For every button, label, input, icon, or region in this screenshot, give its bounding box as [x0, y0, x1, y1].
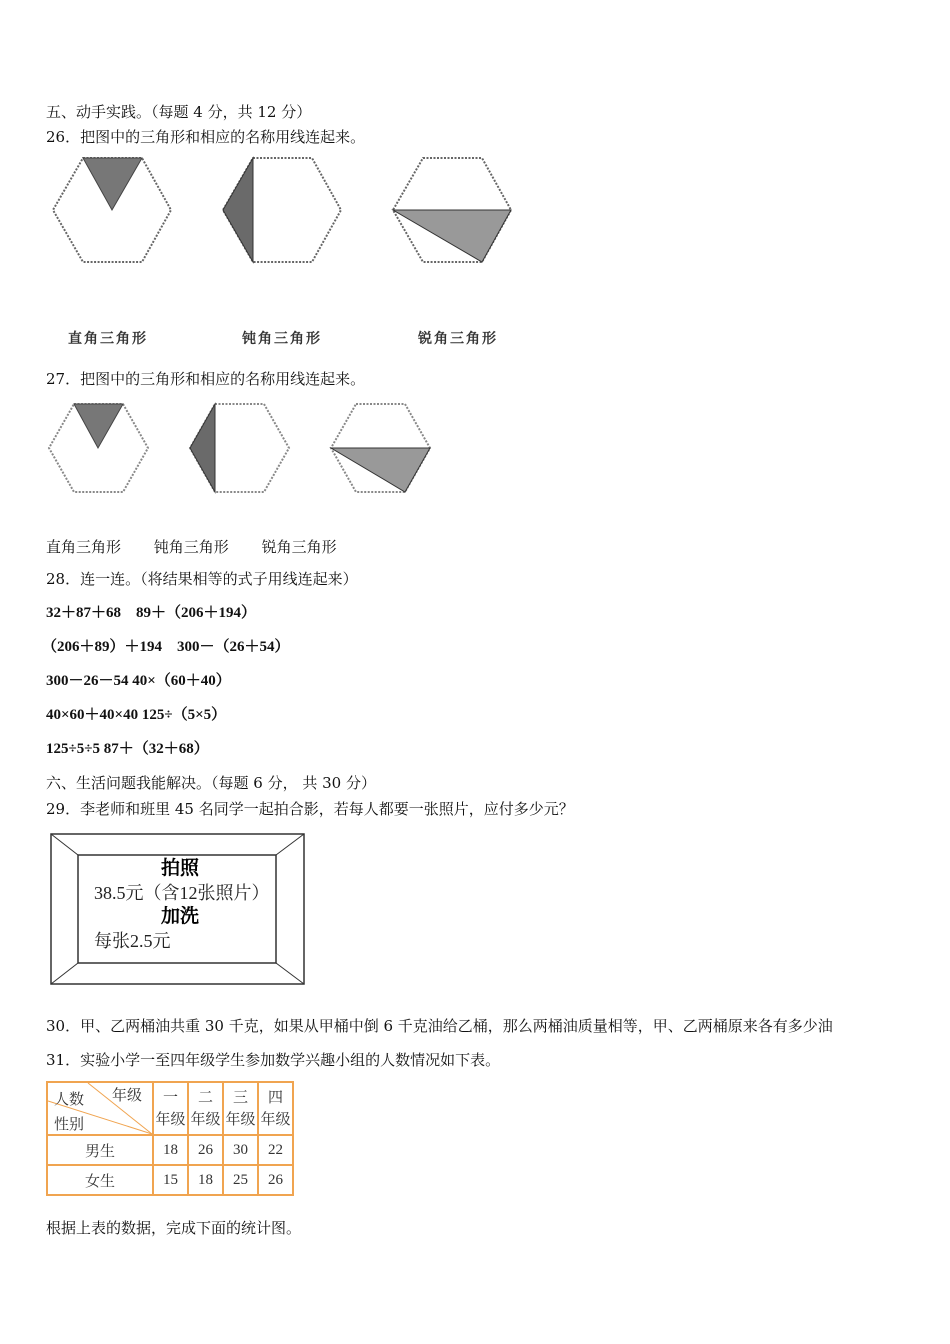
expression-row-1: 32＋87＋68 89＋（206＋194）: [46, 605, 257, 621]
question-31-text: 31．实验小学一至四年级学生参加数学兴趣小组的人数情况如下表。: [46, 1051, 501, 1069]
cell-boys-grade-2: 26: [188, 1135, 223, 1165]
expression-row-2: （206＋89）＋194 300－（26＋54）: [42, 639, 290, 655]
corner-grade-label: 年级: [112, 1088, 143, 1104]
table-row-boys: [47, 1135, 293, 1165]
question-29-text: 29．李老师和班里 45 名同学一起拍合影，若每人都要一张照片，应付多少元？: [46, 800, 574, 818]
sign-photo-price: 38.5元（含12张照片）: [94, 883, 270, 903]
label-acute-triangle-2: 锐角三角形: [261, 538, 337, 556]
cell-girls-grade-3: 25: [223, 1165, 258, 1195]
header-grade-3: 三 年级: [223, 1082, 258, 1135]
table-row-girls: [47, 1165, 293, 1195]
triangle-labels-row: [46, 536, 365, 557]
label-obtuse-triangle-2: 钝角三角形: [153, 538, 229, 556]
photo-price-sign: [50, 833, 305, 985]
question-31-instruction: 根据上表的数据，完成下面的统计图。: [46, 1219, 302, 1237]
header-grade-4: 四 年级: [258, 1082, 293, 1135]
label-obtuse-triangle: 钝角三角形: [242, 331, 322, 347]
hexagon-acute-triangle-figure-2: [328, 401, 433, 495]
interest-group-table: [46, 1081, 294, 1196]
expression-row-5: 125÷5÷5 87＋（32＋68）: [46, 741, 209, 757]
cell-girls-grade-1: 15: [153, 1165, 188, 1195]
expression-row-3: 300－26－54 40×（60＋40）: [46, 673, 231, 689]
question-30-text: 30．甲、乙两桶油共重 30 千克，如果从甲桶中倒 6 千克油给乙桶，那么两桶油质量相等，甲、乙两桶原来各有多少油: [46, 1017, 833, 1035]
question-28-text: 28．连一连。（将结果相等的式子用线连起来）: [46, 570, 358, 588]
hexagon-right-triangle-figure-2: [46, 401, 151, 495]
header-grade-1: 一 年级: [153, 1082, 188, 1135]
table-corner-cell: [47, 1082, 153, 1135]
question-27-text: 27．把图中的三角形和相应的名称用线连起来。: [46, 370, 366, 388]
cell-boys-grade-1: 18: [153, 1135, 188, 1165]
cell-girls-grade-4: 26: [258, 1165, 293, 1195]
label-acute-triangle: 锐角三角形: [418, 331, 498, 347]
label-right-triangle-2: 直角三角形: [46, 538, 122, 556]
corner-count-label: 人数: [54, 1092, 85, 1108]
corner-gender-label: 性别: [54, 1117, 85, 1133]
cell-girls-grade-2: 18: [188, 1165, 223, 1195]
sign-title-photo: 拍照: [160, 858, 199, 879]
hexagon-right-triangle-figure: [50, 155, 175, 265]
label-right-triangle: 直角三角形: [68, 331, 148, 347]
question-26-text: 26．把图中的三角形和相应的名称用线连起来。: [46, 128, 366, 146]
header-grade-2: 二 年级: [188, 1082, 223, 1135]
cell-boys-grade-4: 22: [258, 1135, 293, 1165]
hexagon-obtuse-triangle-figure: [220, 155, 345, 265]
sign-title-reprint: 加洗: [160, 906, 199, 927]
sign-reprint-price: 每张2.5元: [94, 931, 171, 951]
hexagon-acute-triangle-figure: [390, 155, 515, 265]
row-label-girls: 女生: [47, 1165, 153, 1195]
hexagon-obtuse-triangle-figure-2: [187, 401, 292, 495]
cell-boys-grade-3: 30: [223, 1135, 258, 1165]
section-5-heading: 五、动手实践。（每题 4 分，共 12 分）: [46, 103, 312, 121]
section-6-heading: 六、生活问题我能解决。（每题 6 分， 共 30 分）: [46, 774, 376, 792]
row-label-boys: 男生: [47, 1135, 153, 1165]
expression-row-4: 40×60＋40×40 125÷（5×5）: [46, 707, 227, 723]
